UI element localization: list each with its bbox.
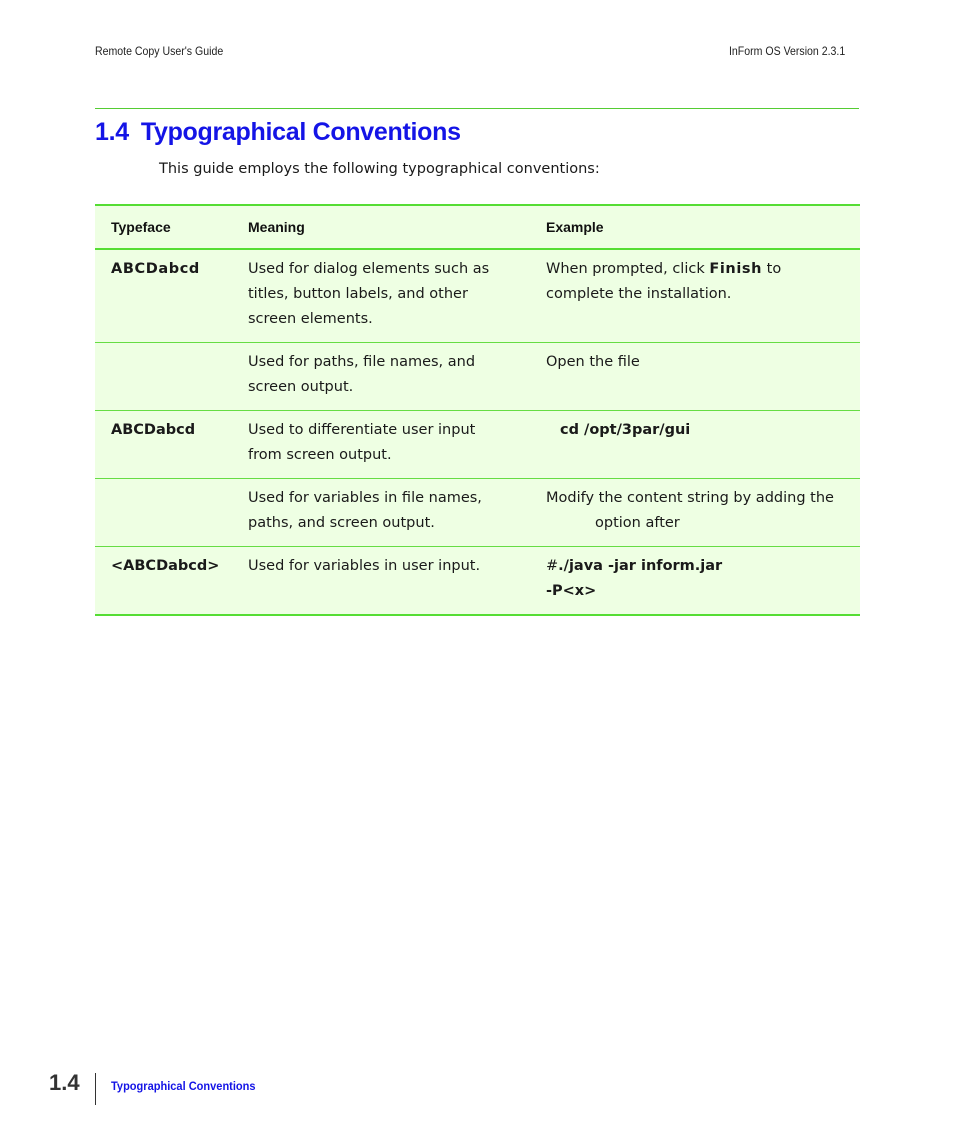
example-text: When prompted, click — [546, 261, 710, 277]
example-bold-text: Finish — [709, 261, 763, 277]
intro-paragraph: This guide employs the following typographical conventions: — [159, 161, 600, 177]
running-header-title: Remote Copy User's Guide — [95, 44, 224, 58]
typeface-cell — [95, 249, 232, 343]
typeface-cell — [95, 343, 232, 411]
meaning-cell: Used for dialog elements such as titles, button labels, and other screen elements. — [232, 249, 531, 343]
meaning-cell: Used for variables in user input. — [232, 547, 531, 616]
header-example: Example — [531, 205, 860, 249]
footer-divider — [95, 1073, 96, 1105]
header-meaning: Meaning — [232, 205, 531, 249]
example-command: cd /opt/3par/gui — [560, 422, 691, 438]
typeface-sample: ABCDabcd — [111, 261, 200, 277]
footer-section-title: Typographical Conventions — [111, 1079, 256, 1093]
example-command-line — [546, 554, 850, 579]
table-row — [95, 479, 860, 547]
example-cell — [531, 249, 860, 343]
example-text: Modify the content string by adding the — [546, 490, 834, 506]
meaning-cell: Used to differentiate user input from screen output. — [232, 411, 531, 479]
conventions-table — [95, 204, 860, 616]
section-divider — [95, 108, 859, 109]
example-cell — [531, 547, 860, 616]
table-row — [95, 343, 860, 411]
example-command: ./java -jar inform.jar — [558, 558, 723, 574]
example-text: to complete the installation. — [546, 261, 782, 302]
section-title: Typographical Conventions — [140, 118, 461, 146]
table-row — [95, 249, 860, 343]
typeface-sample: ABCDabcd — [111, 422, 196, 438]
typeface-cell — [95, 479, 232, 547]
example-cell — [531, 411, 860, 479]
example-text: option after — [595, 515, 680, 531]
typeface-cell — [95, 411, 232, 479]
meaning-cell: Used for variables in file names, paths, and screen output. — [232, 479, 531, 547]
section-heading — [95, 118, 461, 147]
table-header-row — [95, 205, 860, 249]
typeface-sample: <ABCDabcd> — [111, 558, 220, 574]
example-cell — [531, 479, 860, 547]
table-row — [95, 547, 860, 616]
example-cell: Open the file — [531, 343, 860, 411]
example-command-option: -P<x> — [546, 583, 597, 599]
running-header-version: InForm OS Version 2.3.1 — [729, 44, 846, 58]
header-typeface: Typeface — [95, 205, 232, 249]
page-number: 1.4 — [49, 1070, 80, 1095]
table-row — [95, 411, 860, 479]
meaning-cell: Used for paths, file names, and screen output. — [232, 343, 531, 411]
example-prompt: # — [546, 558, 559, 574]
typeface-cell — [95, 547, 232, 616]
section-number: 1.4 — [95, 118, 129, 146]
